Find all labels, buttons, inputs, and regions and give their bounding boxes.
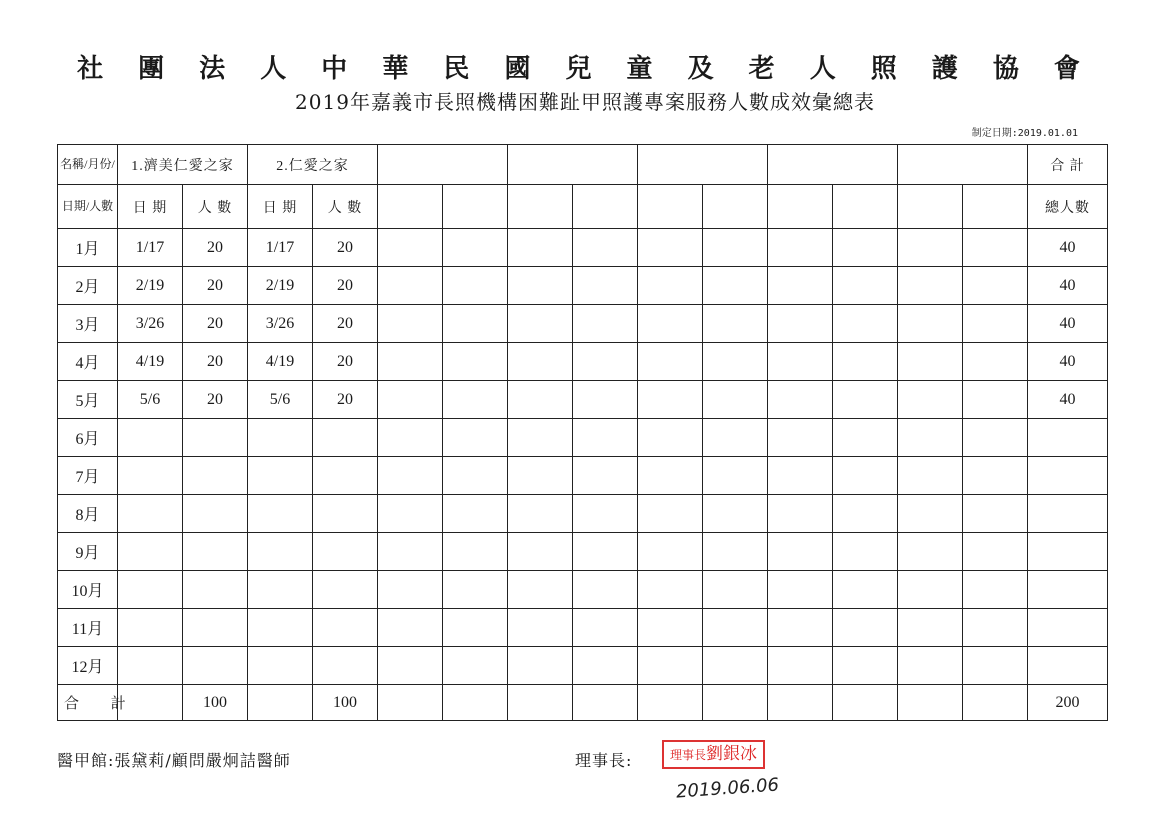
empty-cell — [638, 229, 703, 267]
empty-cell — [768, 185, 833, 229]
empty-cell — [833, 305, 898, 343]
chairman-label: 理事長: — [575, 751, 633, 770]
table-row — [58, 419, 1108, 457]
total-count-1: 100 — [183, 685, 248, 721]
empty-cell — [703, 185, 768, 229]
count-cell-2: 20 — [313, 267, 378, 305]
empty-cell — [573, 229, 638, 267]
empty-cell — [768, 685, 833, 721]
empty-cell — [508, 343, 573, 381]
empty-cell — [703, 419, 768, 457]
empty-cell — [378, 267, 443, 305]
empty-cell — [378, 571, 443, 609]
empty-cell — [833, 229, 898, 267]
total-count-header: 總人數 — [1028, 185, 1108, 229]
date-cell-2 — [248, 419, 313, 457]
empty-cell — [638, 647, 703, 685]
row-total-cell — [1028, 495, 1108, 533]
table-row — [58, 267, 1108, 305]
row-total-cell: 40 — [1028, 381, 1108, 419]
date-cell-2: 2/19 — [248, 267, 313, 305]
empty-cell — [573, 419, 638, 457]
count-cell-2: 20 — [313, 381, 378, 419]
empty-cell — [378, 685, 443, 721]
empty-cell — [248, 685, 313, 721]
table-row — [58, 571, 1108, 609]
empty-cell — [833, 685, 898, 721]
month-cell: 11月 — [58, 609, 118, 647]
count-cell-1 — [183, 533, 248, 571]
date-cell-1: 4/19 — [118, 343, 183, 381]
row-total-cell — [1028, 419, 1108, 457]
empty-cell — [638, 533, 703, 571]
empty-cell — [378, 533, 443, 571]
count-cell-2 — [313, 571, 378, 609]
physician-line: 醫甲館:張黛莉/顧問嚴炯詰醫師 — [57, 751, 291, 770]
signed-date: 2019.06.06 — [675, 774, 780, 803]
empty-cell — [378, 185, 443, 229]
empty-cell — [443, 305, 508, 343]
empty-cell — [703, 381, 768, 419]
row-total-cell — [1028, 457, 1108, 495]
row-total-cell: 40 — [1028, 343, 1108, 381]
empty-cell — [508, 457, 573, 495]
empty-cell — [378, 381, 443, 419]
table-row — [58, 533, 1108, 571]
table-row — [58, 609, 1108, 647]
date-cell-1: 5/6 — [118, 381, 183, 419]
empty-cell — [703, 647, 768, 685]
empty-cell — [638, 343, 703, 381]
total-header: 合 計 — [1028, 145, 1108, 185]
count-cell-1 — [183, 609, 248, 647]
institution-1-header: 1.濟美仁愛之家 — [118, 145, 248, 185]
empty-cell — [443, 457, 508, 495]
empty-cell — [768, 267, 833, 305]
empty-cell — [703, 685, 768, 721]
chairman-seal — [662, 740, 765, 769]
empty-cell — [378, 647, 443, 685]
date-cell-1 — [118, 419, 183, 457]
empty-cell — [833, 419, 898, 457]
row-total-cell: 40 — [1028, 305, 1108, 343]
empty-cell — [963, 533, 1028, 571]
empty-cell — [768, 457, 833, 495]
empty-cell — [703, 609, 768, 647]
date-cell-2 — [248, 609, 313, 647]
empty-cell — [443, 609, 508, 647]
count-cell-2 — [313, 533, 378, 571]
empty-cell — [508, 185, 573, 229]
empty-cell — [898, 685, 963, 721]
count-cell-2 — [313, 647, 378, 685]
row-total-cell — [1028, 609, 1108, 647]
empty-cell — [443, 381, 508, 419]
empty-cell — [963, 495, 1028, 533]
empty-cell — [963, 343, 1028, 381]
empty-cell — [833, 185, 898, 229]
empty-cell — [638, 185, 703, 229]
empty-cell — [508, 305, 573, 343]
row-total-cell: 40 — [1028, 229, 1108, 267]
empty-cell — [378, 305, 443, 343]
empty-cell — [898, 609, 963, 647]
institution-6-header — [768, 145, 898, 185]
institution-3-header — [378, 145, 508, 185]
empty-cell — [378, 419, 443, 457]
empty-cell — [898, 419, 963, 457]
month-cell: 7月 — [58, 457, 118, 495]
empty-cell — [703, 305, 768, 343]
date-cell-2: 5/6 — [248, 381, 313, 419]
empty-cell — [963, 685, 1028, 721]
empty-cell — [768, 229, 833, 267]
count-cell-1 — [183, 495, 248, 533]
empty-cell — [833, 343, 898, 381]
row-total-cell — [1028, 533, 1108, 571]
institution-7-header — [898, 145, 1028, 185]
empty-cell — [833, 267, 898, 305]
count-cell-1 — [183, 457, 248, 495]
empty-cell — [768, 381, 833, 419]
empty-cell — [768, 533, 833, 571]
total-count-2: 100 — [313, 685, 378, 721]
count-cell-2: 20 — [313, 343, 378, 381]
empty-cell — [963, 229, 1028, 267]
empty-cell — [443, 685, 508, 721]
empty-cell — [638, 305, 703, 343]
table-row — [58, 381, 1108, 419]
count-cell-2 — [313, 495, 378, 533]
empty-cell — [898, 381, 963, 419]
empty-cell — [508, 229, 573, 267]
table-row — [58, 495, 1108, 533]
empty-cell — [768, 343, 833, 381]
seal-name: 劉銀冰 — [706, 744, 758, 764]
empty-cell — [573, 685, 638, 721]
empty-cell — [963, 419, 1028, 457]
date-cell-2 — [248, 457, 313, 495]
empty-cell — [768, 571, 833, 609]
date-cell-2: 4/19 — [248, 343, 313, 381]
empty-cell — [898, 229, 963, 267]
institution-2-header: 2.仁愛之家 — [248, 145, 378, 185]
empty-cell — [508, 647, 573, 685]
empty-cell — [963, 381, 1028, 419]
empty-cell — [508, 267, 573, 305]
empty-cell — [898, 647, 963, 685]
empty-cell — [833, 495, 898, 533]
empty-cell — [963, 305, 1028, 343]
empty-cell — [378, 229, 443, 267]
corner-label-top: 名稱/月份/ — [58, 145, 118, 185]
empty-cell — [573, 305, 638, 343]
empty-cell — [833, 647, 898, 685]
empty-cell — [573, 647, 638, 685]
date-cell-1 — [118, 647, 183, 685]
empty-cell — [573, 533, 638, 571]
summary-table — [57, 144, 1108, 721]
empty-cell — [443, 495, 508, 533]
empty-cell — [573, 571, 638, 609]
count-cell-1: 20 — [183, 381, 248, 419]
table-row — [58, 229, 1108, 267]
empty-cell — [963, 647, 1028, 685]
month-cell: 12月 — [58, 647, 118, 685]
date-cell-1 — [118, 571, 183, 609]
empty-cell — [443, 185, 508, 229]
empty-cell — [638, 685, 703, 721]
empty-cell — [508, 533, 573, 571]
empty-cell — [573, 381, 638, 419]
sub-date-header: 日 期 — [248, 185, 313, 229]
empty-cell — [768, 647, 833, 685]
empty-cell — [443, 343, 508, 381]
empty-cell — [833, 609, 898, 647]
sub-count-header: 人 數 — [183, 185, 248, 229]
total-row-label: 合 計 — [58, 685, 118, 721]
empty-cell — [768, 419, 833, 457]
empty-cell — [443, 419, 508, 457]
date-cell-1 — [118, 609, 183, 647]
empty-cell — [378, 457, 443, 495]
date-made: 制定日期:2019.01.01 — [971, 128, 1078, 139]
row-total-cell — [1028, 647, 1108, 685]
date-cell-1 — [118, 495, 183, 533]
empty-cell — [898, 533, 963, 571]
month-cell: 4月 — [58, 343, 118, 381]
empty-cell — [898, 343, 963, 381]
grand-total: 200 — [1028, 685, 1108, 721]
empty-cell — [508, 571, 573, 609]
empty-cell — [508, 495, 573, 533]
empty-cell — [638, 609, 703, 647]
empty-cell — [638, 571, 703, 609]
empty-cell — [898, 267, 963, 305]
empty-cell — [638, 495, 703, 533]
date-cell-2: 1/17 — [248, 229, 313, 267]
empty-cell — [703, 343, 768, 381]
count-cell-1: 20 — [183, 305, 248, 343]
table-row — [58, 305, 1108, 343]
empty-cell — [573, 609, 638, 647]
empty-cell — [638, 457, 703, 495]
empty-cell — [898, 457, 963, 495]
table-row — [58, 457, 1108, 495]
table-row — [58, 343, 1108, 381]
month-cell: 6月 — [58, 419, 118, 457]
date-cell-2 — [248, 571, 313, 609]
row-total-cell: 40 — [1028, 267, 1108, 305]
empty-cell — [703, 229, 768, 267]
month-cell: 9月 — [58, 533, 118, 571]
empty-cell — [833, 533, 898, 571]
empty-cell — [768, 305, 833, 343]
sub-count-header: 人 數 — [313, 185, 378, 229]
month-cell: 8月 — [58, 495, 118, 533]
empty-cell — [508, 609, 573, 647]
month-cell: 5月 — [58, 381, 118, 419]
empty-cell — [573, 185, 638, 229]
sub-date-header: 日 期 — [118, 185, 183, 229]
empty-cell — [378, 495, 443, 533]
empty-cell — [443, 647, 508, 685]
count-cell-2 — [313, 457, 378, 495]
date-cell-1: 3/26 — [118, 305, 183, 343]
date-cell-1: 2/19 — [118, 267, 183, 305]
month-cell: 10月 — [58, 571, 118, 609]
empty-cell — [443, 267, 508, 305]
count-cell-1 — [183, 419, 248, 457]
empty-cell — [703, 457, 768, 495]
table-row — [58, 647, 1108, 685]
empty-cell — [768, 495, 833, 533]
date-cell-2 — [248, 647, 313, 685]
count-cell-2: 20 — [313, 229, 378, 267]
date-cell-1: 1/17 — [118, 229, 183, 267]
document-title: 社 團 法 人 中 華 民 國 兒 童 及 老 人 照 護 協 會 — [77, 54, 1093, 84]
count-cell-1: 20 — [183, 343, 248, 381]
empty-cell — [443, 571, 508, 609]
empty-cell — [703, 267, 768, 305]
count-cell-2: 20 — [313, 305, 378, 343]
count-cell-2 — [313, 419, 378, 457]
empty-cell — [898, 495, 963, 533]
empty-cell — [378, 343, 443, 381]
empty-cell — [833, 457, 898, 495]
month-cell: 3月 — [58, 305, 118, 343]
empty-cell — [963, 185, 1028, 229]
empty-cell — [573, 343, 638, 381]
empty-cell — [703, 533, 768, 571]
date-cell-2 — [248, 533, 313, 571]
empty-cell — [963, 457, 1028, 495]
empty-cell — [508, 419, 573, 457]
empty-cell — [508, 381, 573, 419]
date-cell-2: 3/26 — [248, 305, 313, 343]
empty-cell — [508, 685, 573, 721]
empty-cell — [898, 571, 963, 609]
date-cell-1 — [118, 457, 183, 495]
institution-4-header — [508, 145, 638, 185]
empty-cell — [833, 381, 898, 419]
empty-cell — [963, 267, 1028, 305]
count-cell-2 — [313, 609, 378, 647]
empty-cell — [378, 609, 443, 647]
count-cell-1 — [183, 647, 248, 685]
empty-cell — [573, 457, 638, 495]
empty-cell — [898, 185, 963, 229]
row-total-cell — [1028, 571, 1108, 609]
empty-cell — [638, 381, 703, 419]
count-cell-1: 20 — [183, 267, 248, 305]
empty-cell — [638, 267, 703, 305]
empty-cell — [833, 571, 898, 609]
empty-cell — [963, 571, 1028, 609]
month-cell: 1月 — [58, 229, 118, 267]
empty-cell — [963, 609, 1028, 647]
seal-title: 理事長 — [670, 748, 707, 762]
corner-label-bottom: 日期/人數 — [58, 185, 118, 229]
date-cell-2 — [248, 495, 313, 533]
count-cell-1: 20 — [183, 229, 248, 267]
empty-cell — [768, 609, 833, 647]
empty-cell — [443, 229, 508, 267]
empty-cell — [638, 419, 703, 457]
institution-5-header — [638, 145, 768, 185]
date-cell-1 — [118, 533, 183, 571]
empty-cell — [573, 495, 638, 533]
empty-cell — [703, 571, 768, 609]
empty-cell — [703, 495, 768, 533]
count-cell-1 — [183, 571, 248, 609]
document-subtitle: 2019年嘉義市長照機構困難趾甲照護專案服務人數成效彙總表 — [295, 90, 875, 114]
empty-cell — [573, 267, 638, 305]
empty-cell — [443, 533, 508, 571]
month-cell: 2月 — [58, 267, 118, 305]
empty-cell — [898, 305, 963, 343]
